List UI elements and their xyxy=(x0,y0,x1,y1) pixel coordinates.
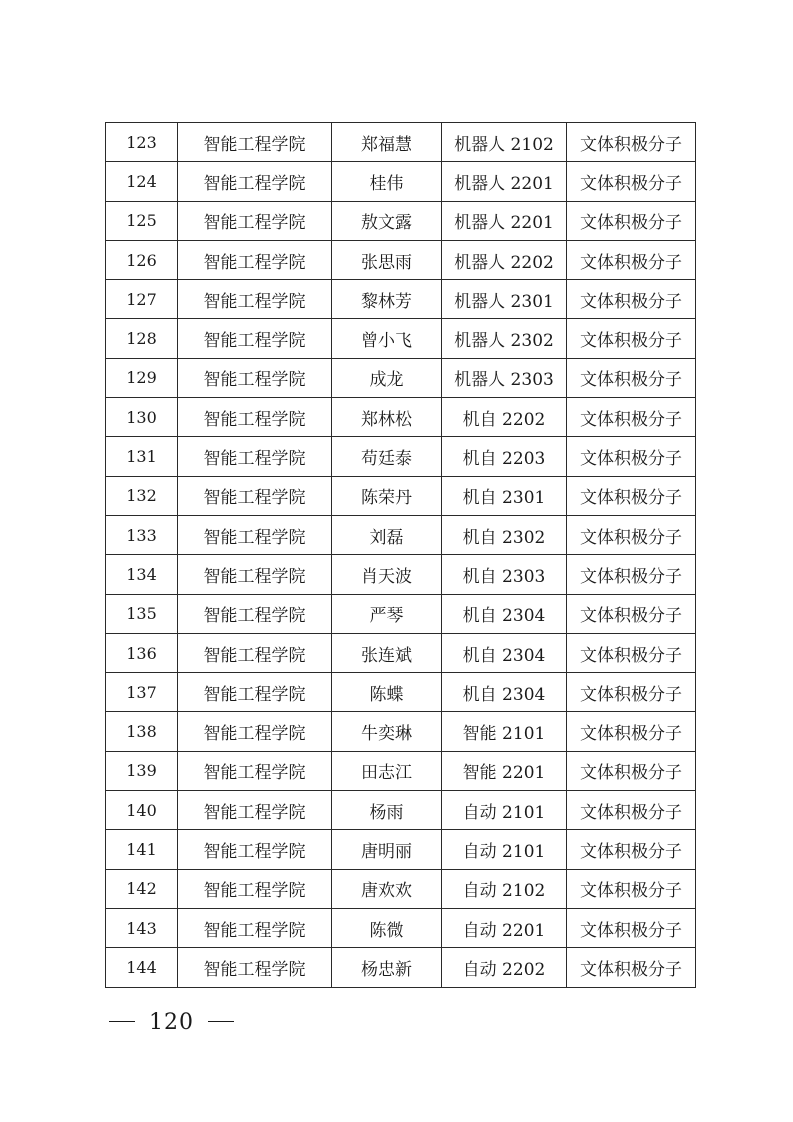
table-row xyxy=(106,476,696,515)
class-cell: 自动 2101 xyxy=(442,830,567,869)
award-cell: 文体积极分子 xyxy=(567,358,696,397)
student-name-cell: 杨雨 xyxy=(332,791,442,830)
row-number-cell: 123 xyxy=(106,123,178,162)
student-name-cell: 刘磊 xyxy=(332,515,442,554)
table-row xyxy=(106,515,696,554)
award-cell: 文体积极分子 xyxy=(567,162,696,201)
class-cell: 机器人 2301 xyxy=(442,280,567,319)
table-row xyxy=(106,673,696,712)
row-number-cell: 124 xyxy=(106,162,178,201)
page-footer xyxy=(103,1010,240,1035)
student-name-cell: 陈荣丹 xyxy=(332,476,442,515)
row-number-cell: 137 xyxy=(106,673,178,712)
college-cell: 智能工程学院 xyxy=(178,123,332,162)
college-cell: 智能工程学院 xyxy=(178,791,332,830)
table-row xyxy=(106,869,696,908)
class-cell: 机自 2203 xyxy=(442,437,567,476)
class-cell: 智能 2201 xyxy=(442,751,567,790)
table-row xyxy=(106,398,696,437)
row-number-cell: 140 xyxy=(106,791,178,830)
award-cell: 文体积极分子 xyxy=(567,948,696,987)
class-cell: 机自 2303 xyxy=(442,555,567,594)
row-number-cell: 136 xyxy=(106,633,178,672)
award-cell: 文体积极分子 xyxy=(567,869,696,908)
row-number-cell: 143 xyxy=(106,908,178,947)
student-name-cell: 陈蝶 xyxy=(332,673,442,712)
award-cell: 文体积极分子 xyxy=(567,791,696,830)
college-cell: 智能工程学院 xyxy=(178,398,332,437)
table-row xyxy=(106,555,696,594)
college-cell: 智能工程学院 xyxy=(178,751,332,790)
row-number-cell: 135 xyxy=(106,594,178,633)
college-cell: 智能工程学院 xyxy=(178,830,332,869)
class-cell: 自动 2202 xyxy=(442,948,567,987)
class-cell: 机器人 2201 xyxy=(442,201,567,240)
table-row xyxy=(106,791,696,830)
row-number-cell: 127 xyxy=(106,280,178,319)
class-cell: 机自 2304 xyxy=(442,633,567,672)
table-row xyxy=(106,358,696,397)
student-name-cell: 唐明丽 xyxy=(332,830,442,869)
table-row xyxy=(106,712,696,751)
table-row xyxy=(106,280,696,319)
table-row xyxy=(106,437,696,476)
award-cell: 文体积极分子 xyxy=(567,319,696,358)
award-list-body xyxy=(106,123,696,988)
row-number-cell: 141 xyxy=(106,830,178,869)
college-cell: 智能工程学院 xyxy=(178,712,332,751)
student-name-cell: 张连斌 xyxy=(332,633,442,672)
class-cell: 机自 2302 xyxy=(442,515,567,554)
award-cell: 文体积极分子 xyxy=(567,594,696,633)
class-cell: 智能 2101 xyxy=(442,712,567,751)
student-name-cell: 曾小飞 xyxy=(332,319,442,358)
page-number-dash-left xyxy=(109,1021,135,1022)
college-cell: 智能工程学院 xyxy=(178,908,332,947)
table-row xyxy=(106,162,696,201)
award-cell: 文体积极分子 xyxy=(567,240,696,279)
row-number-cell: 142 xyxy=(106,869,178,908)
row-number-cell: 134 xyxy=(106,555,178,594)
award-cell: 文体积极分子 xyxy=(567,515,696,554)
class-cell: 机器人 2102 xyxy=(442,123,567,162)
class-cell: 机自 2202 xyxy=(442,398,567,437)
college-cell: 智能工程学院 xyxy=(178,280,332,319)
student-name-cell: 成龙 xyxy=(332,358,442,397)
class-cell: 自动 2201 xyxy=(442,908,567,947)
award-cell: 文体积极分子 xyxy=(567,830,696,869)
student-name-cell: 牛奕琳 xyxy=(332,712,442,751)
table-row xyxy=(106,948,696,987)
table-row xyxy=(106,319,696,358)
row-number-cell: 130 xyxy=(106,398,178,437)
award-cell: 文体积极分子 xyxy=(567,476,696,515)
award-cell: 文体积极分子 xyxy=(567,555,696,594)
student-name-cell: 田志江 xyxy=(332,751,442,790)
college-cell: 智能工程学院 xyxy=(178,948,332,987)
row-number-cell: 129 xyxy=(106,358,178,397)
class-cell: 机器人 2303 xyxy=(442,358,567,397)
student-name-cell: 陈微 xyxy=(332,908,442,947)
college-cell: 智能工程学院 xyxy=(178,594,332,633)
college-cell: 智能工程学院 xyxy=(178,162,332,201)
table-row xyxy=(106,830,696,869)
college-cell: 智能工程学院 xyxy=(178,240,332,279)
award-cell: 文体积极分子 xyxy=(567,398,696,437)
award-cell: 文体积极分子 xyxy=(567,201,696,240)
row-number-cell: 131 xyxy=(106,437,178,476)
student-name-cell: 肖天波 xyxy=(332,555,442,594)
class-cell: 机自 2304 xyxy=(442,673,567,712)
class-cell: 机自 2304 xyxy=(442,594,567,633)
student-name-cell: 敖文露 xyxy=(332,201,442,240)
college-cell: 智能工程学院 xyxy=(178,515,332,554)
page-number: 120 xyxy=(149,1010,194,1035)
row-number-cell: 144 xyxy=(106,948,178,987)
award-cell: 文体积极分子 xyxy=(567,908,696,947)
student-name-cell: 桂伟 xyxy=(332,162,442,201)
class-cell: 机器人 2302 xyxy=(442,319,567,358)
student-name-cell: 郑林松 xyxy=(332,398,442,437)
college-cell: 智能工程学院 xyxy=(178,555,332,594)
class-cell: 自动 2101 xyxy=(442,791,567,830)
student-name-cell: 郑福慧 xyxy=(332,123,442,162)
class-cell: 自动 2102 xyxy=(442,869,567,908)
row-number-cell: 126 xyxy=(106,240,178,279)
table-row xyxy=(106,123,696,162)
award-cell: 文体积极分子 xyxy=(567,280,696,319)
row-number-cell: 133 xyxy=(106,515,178,554)
row-number-cell: 139 xyxy=(106,751,178,790)
class-cell: 机器人 2201 xyxy=(442,162,567,201)
college-cell: 智能工程学院 xyxy=(178,358,332,397)
award-list-table xyxy=(105,122,696,988)
row-number-cell: 125 xyxy=(106,201,178,240)
table-row xyxy=(106,240,696,279)
college-cell: 智能工程学院 xyxy=(178,869,332,908)
class-cell: 机器人 2202 xyxy=(442,240,567,279)
college-cell: 智能工程学院 xyxy=(178,476,332,515)
student-name-cell: 苟廷泰 xyxy=(332,437,442,476)
college-cell: 智能工程学院 xyxy=(178,319,332,358)
table-row xyxy=(106,751,696,790)
college-cell: 智能工程学院 xyxy=(178,201,332,240)
college-cell: 智能工程学院 xyxy=(178,673,332,712)
student-name-cell: 张思雨 xyxy=(332,240,442,279)
table-row xyxy=(106,594,696,633)
table-row xyxy=(106,908,696,947)
table-row xyxy=(106,201,696,240)
student-name-cell: 唐欢欢 xyxy=(332,869,442,908)
row-number-cell: 138 xyxy=(106,712,178,751)
award-cell: 文体积极分子 xyxy=(567,712,696,751)
award-cell: 文体积极分子 xyxy=(567,673,696,712)
page-number-dash-right xyxy=(208,1021,234,1022)
award-cell: 文体积极分子 xyxy=(567,751,696,790)
student-name-cell: 黎林芳 xyxy=(332,280,442,319)
row-number-cell: 128 xyxy=(106,319,178,358)
table-row xyxy=(106,633,696,672)
college-cell: 智能工程学院 xyxy=(178,437,332,476)
student-name-cell: 严琴 xyxy=(332,594,442,633)
row-number-cell: 132 xyxy=(106,476,178,515)
student-name-cell: 杨忠新 xyxy=(332,948,442,987)
award-cell: 文体积极分子 xyxy=(567,123,696,162)
award-cell: 文体积极分子 xyxy=(567,633,696,672)
college-cell: 智能工程学院 xyxy=(178,633,332,672)
class-cell: 机自 2301 xyxy=(442,476,567,515)
award-cell: 文体积极分子 xyxy=(567,437,696,476)
